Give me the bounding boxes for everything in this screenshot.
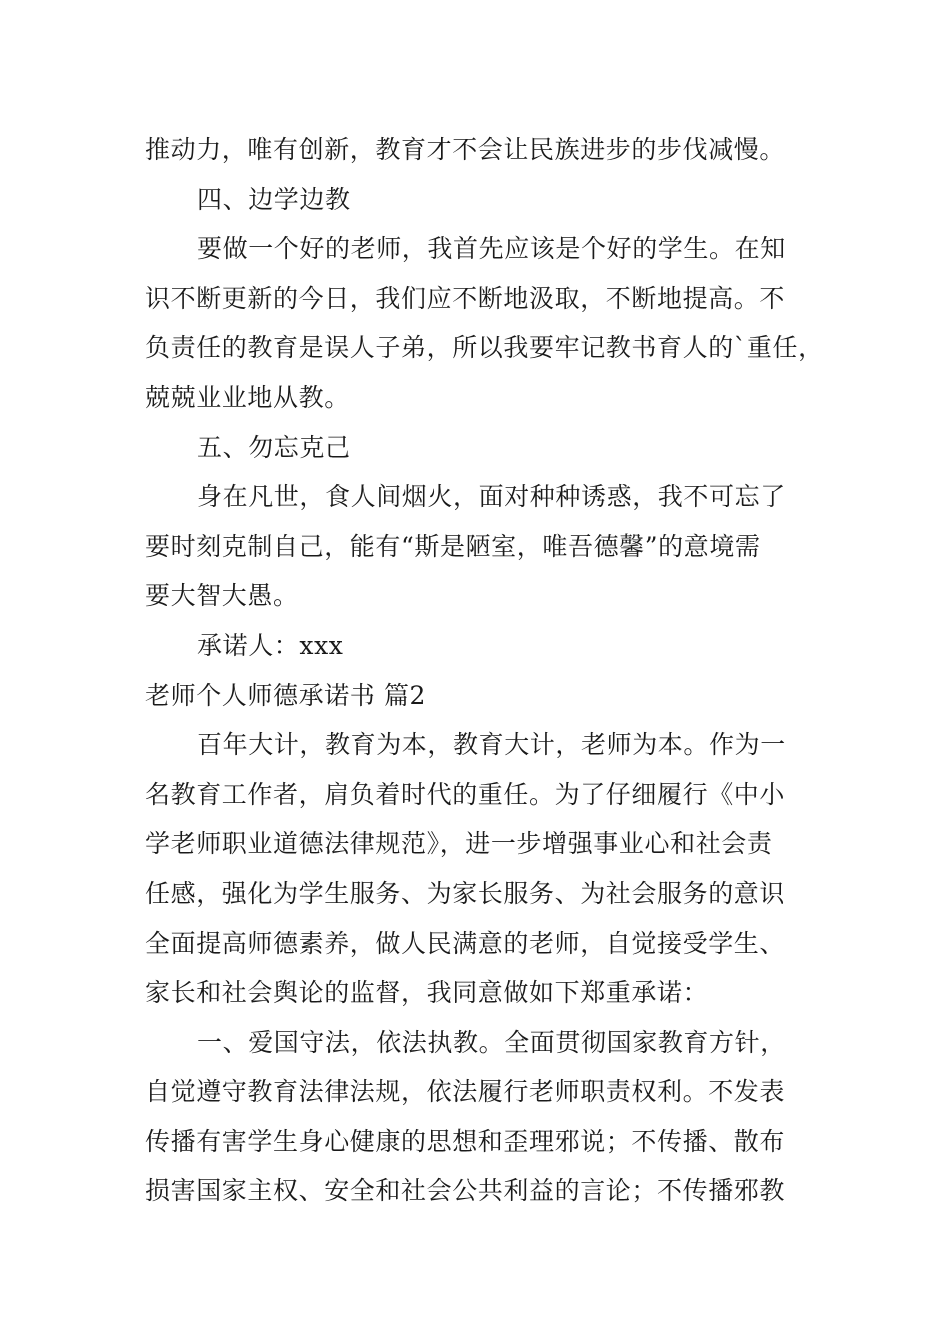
paragraph-line: 负责任的教育是误人子弟，所以我要牢记教书育人的`重任，: [145, 333, 824, 363]
section-heading: 五、勿忘克己: [197, 432, 351, 462]
paragraph-line: 百年大计，教育为本，教育大计，老师为本。作为一: [197, 730, 786, 760]
paragraph-line: 全面提高师德素养，做人民满意的老师，自觉接受学生、: [145, 928, 786, 958]
paragraph-line: 身在凡世，食人间烟火，面对种种诱惑，我不可忘了: [197, 482, 786, 512]
paragraph-line: 损害国家主权、安全和社会公共利益的言论；不传播邪教: [145, 1176, 786, 1206]
paragraph-line: 传播有害学生身心健康的思想和歪理邪说；不传播、散布: [145, 1126, 786, 1156]
paragraph-line: 要时刻克制自己，能有“斯是陋室，唯吾德馨”的意境需: [145, 531, 761, 561]
paragraph-line: 一、爱国守法，依法执教。全面贯彻国家教育方针，: [197, 1027, 786, 1057]
signature-line: 承诺人：xxx: [197, 630, 344, 660]
paragraph-line: 自觉遵守教育法律法规，依法履行老师职责权利。不发表: [145, 1077, 786, 1107]
paragraph-line: 要大智大愚。: [145, 581, 299, 611]
paragraph-line: 要做一个好的老师，我首先应该是个好的学生。在知: [197, 234, 786, 264]
paragraph-line: 学老师职业道德法律规范》，进一步增强事业心和社会责: [145, 829, 773, 859]
paragraph-line: 推动力，唯有创新，教育才不会让民族进步的步伐减慢。: [145, 135, 786, 164]
paragraph-line: 兢兢业业地从教。: [145, 382, 350, 412]
paragraph-line: 任感，强化为学生服务、为家长服务、为社会服务的意识: [145, 878, 786, 908]
section-heading: 四、边学边教: [197, 184, 351, 214]
paragraph-line: 名教育工作者，肩负着时代的重任。为了仔细履行《中小: [145, 779, 786, 809]
paragraph-line: 识不断更新的今日，我们应不断地汲取，不断地提高。不: [145, 283, 786, 313]
document-body: [145, 125, 824, 1216]
article-title: 老师个人师德承诺书 篇2: [145, 680, 427, 710]
paragraph-line: 家长和社会舆论的监督，我同意做如下郑重承诺：: [145, 978, 709, 1008]
